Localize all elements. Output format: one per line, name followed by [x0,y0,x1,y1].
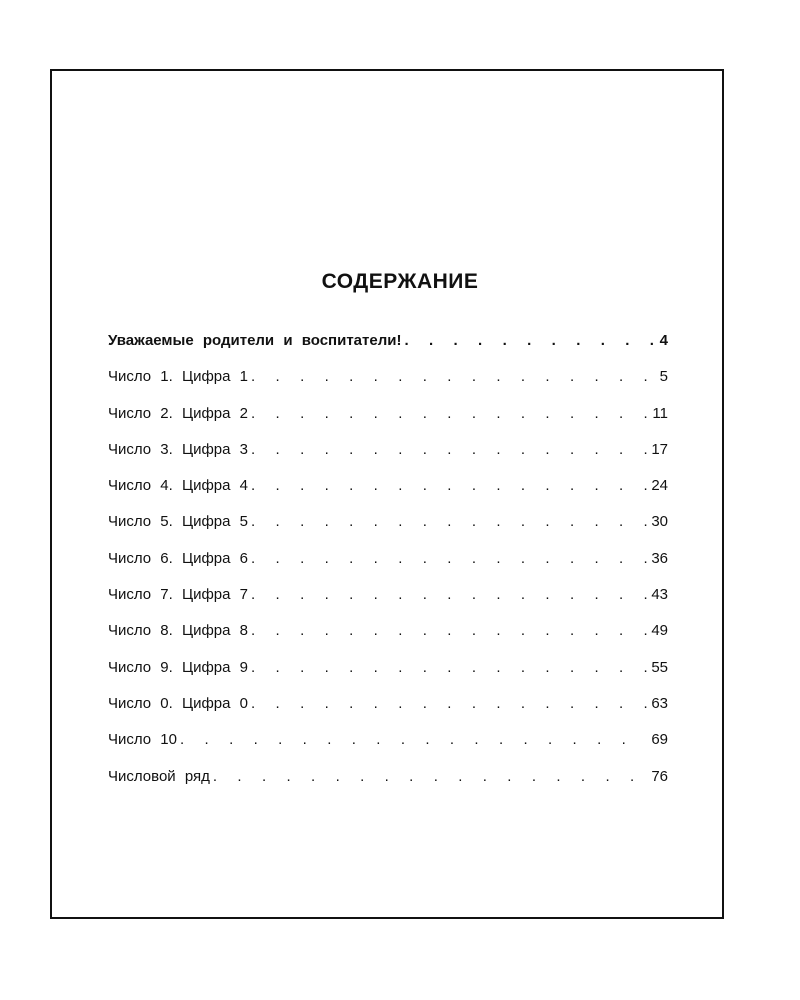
toc-entry-page: 30 [651,513,668,531]
toc-entry-page: 11 [652,404,668,422]
toc-dot-leader [251,586,647,603]
toc-entry-page: 4 [659,332,668,349]
toc-entry-page: 36 [651,549,668,567]
toc-entry-label: Число 9. Цифра 9 [108,658,248,676]
toc-dot-leader [251,405,648,422]
toc-entry-label: Уважаемые родители и воспитатели! [108,332,402,349]
toc-entry-page: 43 [651,586,668,604]
toc-entry [108,731,668,767]
toc-entry-page: 69 [651,731,668,749]
toc-entry [108,368,668,404]
toc-dot-leader [251,659,647,676]
toc-entry [108,659,668,695]
toc-dot-leader [251,441,647,458]
toc-dot-leader [251,513,647,530]
toc-dot-leader [180,731,647,748]
toc-entry-label: Число 5. Цифра 5 [108,513,248,531]
toc-dot-leader [404,332,655,349]
toc-entry-label: Число 1. Цифра 1 [108,368,248,386]
toc-entry-page: 24 [651,477,668,495]
toc-entry-label: Число 3. Цифра 3 [108,440,248,458]
toc-entry-label: Число 6. Цифра 6 [108,549,248,567]
toc-dot-leader [251,477,647,494]
toc-entry-label: Число 7. Цифра 7 [108,586,248,604]
toc-entry-page: 76 [651,767,668,785]
table-of-contents [108,332,668,804]
toc-entry [108,768,668,804]
toc-entry [108,550,668,586]
toc-entry-page: 49 [651,622,668,640]
toc-entry [108,405,668,441]
toc-entry-label: Число 0. Цифра 0 [108,694,248,712]
toc-dot-leader [251,622,647,639]
toc-dot-leader [251,368,656,385]
page-title: СОДЕРЖАНИЕ [321,270,479,293]
toc-entry-label: Число 2. Цифра 2 [108,404,248,422]
toc-entry [108,441,668,477]
toc-dot-leader [213,768,647,785]
toc-entry-page: 17 [651,440,668,458]
toc-entry-page: 5 [659,368,668,386]
toc-entry [108,622,668,658]
toc-entry [108,513,668,549]
toc-dot-leader [251,550,647,567]
toc-entry [108,586,668,622]
toc-entry-label: Число 8. Цифра 8 [108,622,248,640]
toc-entry [108,332,668,368]
toc-entry [108,695,668,731]
toc-entry-label: Число 10 [108,731,177,749]
toc-entry-page: 63 [651,694,668,712]
toc-entry-page: 55 [651,658,668,676]
toc-entry [108,477,668,513]
toc-entry-label: Число 4. Цифра 4 [108,477,248,495]
toc-dot-leader [251,695,647,712]
toc-entry-label: Числовой ряд [108,767,210,785]
